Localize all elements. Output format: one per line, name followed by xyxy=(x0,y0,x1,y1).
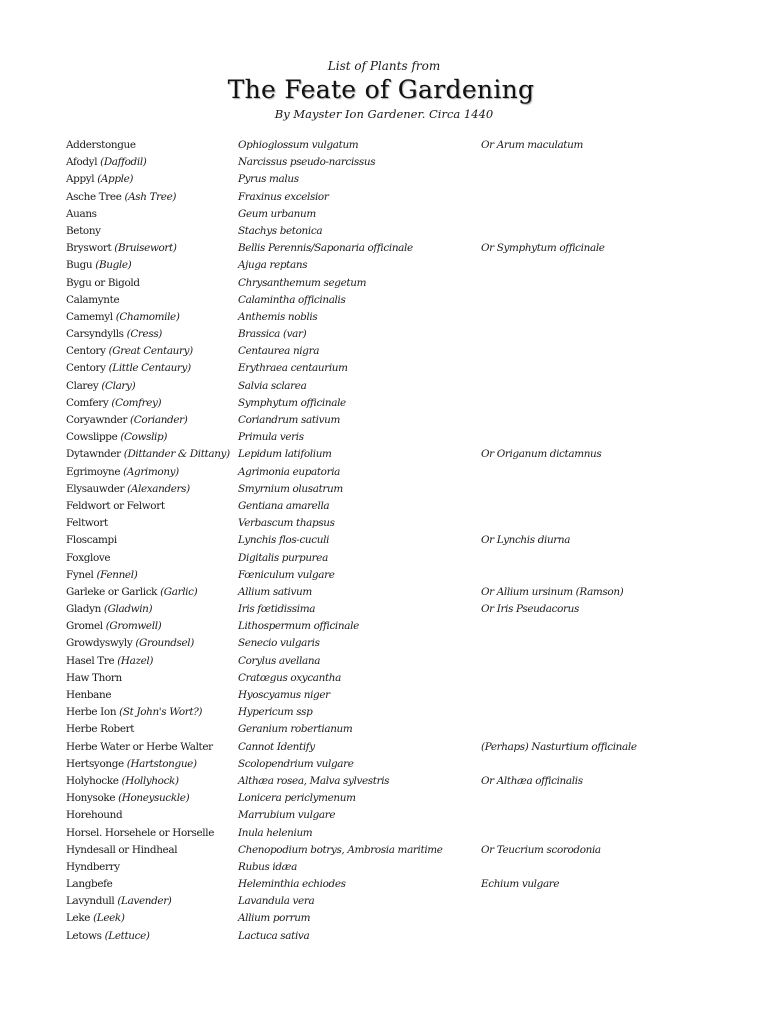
plant-name-cell xyxy=(66,739,213,756)
plant-english-name: (Coriander) xyxy=(130,414,188,426)
plant-english-name: (Hollyhock) xyxy=(121,774,179,787)
plant-latin-name: Inula helenium xyxy=(238,826,313,839)
plant-name-cell xyxy=(66,721,134,738)
plant-medieval-name: Dytawnder xyxy=(66,448,121,461)
plant-english-name: (Gladwin) xyxy=(103,603,153,616)
plant-row xyxy=(66,550,756,567)
plant-medieval-name: Hasel Tre xyxy=(66,654,115,667)
plant-row xyxy=(66,721,756,738)
plant-name-cell xyxy=(66,653,153,670)
plant-row xyxy=(66,807,756,824)
plant-list xyxy=(66,137,756,945)
plant-medieval-name: Cowslippe xyxy=(66,431,118,444)
plant-medieval-name: Egrimoyne xyxy=(66,465,121,478)
plant-row xyxy=(66,326,756,343)
plant-latin-name: Verbascum thapsus xyxy=(238,517,335,530)
plant-medieval-name: Appyl xyxy=(66,173,95,186)
plant-name-cell xyxy=(66,515,108,532)
plant-alternate-identification: Or Symphytum officinale xyxy=(481,242,605,255)
plant-name-cell xyxy=(66,859,120,876)
plant-latin-name: Digitalis purpurea xyxy=(238,551,328,564)
plant-row xyxy=(66,790,756,807)
plant-latin-name: Lonicera periclymenum xyxy=(238,792,356,805)
plant-medieval-name: Horsel. Horsehele or Horselle xyxy=(66,826,215,839)
plant-row xyxy=(66,618,756,635)
plant-latin-name: Senecio vulgaris xyxy=(238,637,320,650)
plant-medieval-name: Centory xyxy=(66,362,106,375)
plant-name-cell xyxy=(66,635,194,652)
plant-name-cell xyxy=(66,343,193,360)
plant-latin-name: Scolopendrium vulgare xyxy=(238,757,354,770)
plant-latin-name: Lithospermum officinale xyxy=(238,620,359,633)
plant-medieval-name: Centory xyxy=(66,345,106,358)
plant-medieval-name: Holyhocke xyxy=(66,774,119,787)
plant-latin-name: Brassica (var) xyxy=(238,328,307,341)
plant-medieval-name: Fynel xyxy=(66,568,94,581)
plant-name-cell xyxy=(66,360,191,377)
plant-medieval-name: Asche Tree xyxy=(66,190,122,203)
plant-row xyxy=(66,412,756,429)
plant-latin-name: Allium porrum xyxy=(238,912,311,925)
plant-name-cell xyxy=(66,567,137,584)
plant-latin-name: Narcissus pseudo-narcissus xyxy=(238,156,376,169)
plant-medieval-name: Horehound xyxy=(66,809,123,822)
plant-name-cell xyxy=(66,137,136,154)
plant-name-cell xyxy=(66,240,177,257)
plant-medieval-name: Bryswort xyxy=(66,242,112,255)
plant-medieval-name: Coryawnder xyxy=(66,414,128,426)
plant-medieval-name: Herbe Robert xyxy=(66,723,135,736)
plant-latin-name: Geranium robertianum xyxy=(238,723,353,736)
plant-row xyxy=(66,498,756,515)
plant-name-cell xyxy=(66,876,112,893)
plant-medieval-name: Leke xyxy=(66,912,91,925)
plant-row xyxy=(66,670,756,687)
plant-latin-name: Salvia sclarea xyxy=(238,379,307,392)
plant-name-cell xyxy=(66,601,152,618)
plant-latin-name: Ajuga reptans xyxy=(238,259,308,272)
plant-name-cell xyxy=(66,275,140,292)
plant-medieval-name: Comfery xyxy=(66,396,109,409)
plant-name-cell xyxy=(66,928,150,945)
plant-english-name: (Chamomile) xyxy=(115,310,180,323)
plant-medieval-name: Langbefe xyxy=(66,878,113,891)
plant-english-name: (Fennel) xyxy=(96,568,138,581)
plant-english-name: (Honeysuckle) xyxy=(118,792,190,805)
plant-latin-name: Calamintha officinalis xyxy=(238,293,346,306)
plant-row xyxy=(66,928,756,945)
plant-name-cell xyxy=(66,429,167,446)
plant-latin-name: Pyrus malus xyxy=(238,173,299,186)
plant-name-cell xyxy=(66,687,111,704)
plant-latin-name: Centaurea nigra xyxy=(238,345,320,358)
plant-medieval-name: Hyndesall or Hindheal xyxy=(66,843,178,856)
plant-latin-name: Hypericum ssp xyxy=(238,706,313,719)
plant-name-cell xyxy=(66,893,172,910)
plant-medieval-name: Gromel xyxy=(66,620,103,633)
plant-english-name: (Daffodil) xyxy=(100,156,147,169)
plant-name-cell xyxy=(66,206,97,223)
plant-row xyxy=(66,154,756,171)
plant-row xyxy=(66,893,756,910)
plant-english-name: (Lavender) xyxy=(117,895,172,908)
plant-latin-name: Bellis Perennis/Saponaria officinale xyxy=(238,242,413,255)
plant-medieval-name: Carsyndylls xyxy=(66,328,124,341)
plant-english-name: (Leek) xyxy=(93,912,125,925)
plant-row xyxy=(66,653,756,670)
plant-name-cell xyxy=(66,704,202,721)
plant-medieval-name: Herbe Water or Herbe Walter xyxy=(66,740,213,753)
plant-medieval-name: Bygu or Bigold xyxy=(66,276,140,289)
plant-name-cell xyxy=(66,550,110,567)
plant-alternate-identification: (Perhaps) Nasturtium officinale xyxy=(481,740,637,753)
plant-row xyxy=(66,584,756,601)
plant-english-name: (Alexanders) xyxy=(127,482,190,495)
plant-medieval-name: Honysoke xyxy=(66,792,116,805)
plant-english-name: (Gromwell) xyxy=(105,620,162,633)
plant-medieval-name: Garleke or Garlick xyxy=(66,585,158,598)
plant-alternate-identification: Or Arum maculatum xyxy=(481,139,583,151)
plant-name-cell xyxy=(66,464,179,481)
plant-name-cell xyxy=(66,618,161,635)
plant-latin-name: Symphytum officinale xyxy=(238,396,346,409)
plant-english-name: (Comfrey) xyxy=(111,396,162,409)
plant-english-name: (Great Centaury) xyxy=(108,345,193,358)
plant-english-name: (Garlic) xyxy=(160,585,198,598)
plant-row xyxy=(66,429,756,446)
plant-latin-name: Lavandula vera xyxy=(238,895,315,908)
plant-english-name: (St John's Wort?) xyxy=(119,706,203,719)
plant-row xyxy=(66,378,756,395)
plant-latin-name: Cratœgus oxycantha xyxy=(238,671,341,684)
plant-english-name: (Groundsel) xyxy=(135,637,194,650)
plant-row xyxy=(66,481,756,498)
plant-name-cell xyxy=(66,481,190,498)
plant-medieval-name: Calamynte xyxy=(66,293,120,306)
plant-latin-name: Rubus idæa xyxy=(238,860,297,873)
plant-alternate-identification: Or Teucrium scorodonia xyxy=(481,843,601,856)
plant-row xyxy=(66,343,756,360)
plant-latin-name: Lepidum latifolium xyxy=(238,448,332,461)
plant-name-cell xyxy=(66,189,176,206)
plant-medieval-name: Bugu xyxy=(66,259,93,272)
plant-medieval-name: Growdyswyly xyxy=(66,637,133,650)
plant-medieval-name: Feldwort or Felwort xyxy=(66,499,165,512)
plant-medieval-name: Herbe Ion xyxy=(66,706,117,719)
plant-english-name: (Little Centaury) xyxy=(108,362,191,375)
plant-latin-name: Gentiana amarella xyxy=(238,499,330,512)
plant-latin-name: Fraxinus excelsior xyxy=(238,190,329,203)
plant-medieval-name: Afodyl xyxy=(66,156,98,169)
plant-latin-name: Chrysanthemum segetum xyxy=(238,276,367,289)
plant-row xyxy=(66,137,756,154)
plant-medieval-name: Adderstongue xyxy=(66,139,136,151)
plant-row xyxy=(66,257,756,274)
plant-row xyxy=(66,567,756,584)
plant-row xyxy=(66,395,756,412)
byline: By Mayster Ion Gardener. Circa 1440 xyxy=(274,107,494,121)
plant-latin-name: Lynchis flos-cuculi xyxy=(238,534,330,547)
plant-row xyxy=(66,206,756,223)
plant-latin-name: Coriandrum sativum xyxy=(238,414,340,426)
plant-alternate-identification: Or Origanum dictamnus xyxy=(481,448,602,461)
plant-row xyxy=(66,704,756,721)
plant-name-cell xyxy=(66,257,131,274)
plant-english-name: (Dittander & Dittany) xyxy=(123,448,230,461)
plant-medieval-name: Letows xyxy=(66,929,102,942)
plant-medieval-name: Gladyn xyxy=(66,603,101,616)
plant-row xyxy=(66,532,756,549)
plant-row xyxy=(66,635,756,652)
plant-latin-name: Ophioglossum vulgatum xyxy=(238,139,359,151)
plant-row xyxy=(66,515,756,532)
plant-row xyxy=(66,756,756,773)
plant-row xyxy=(66,687,756,704)
plant-name-cell xyxy=(66,446,230,463)
plant-row xyxy=(66,309,756,326)
plant-latin-name: Iris fœtidissima xyxy=(238,603,316,616)
plant-latin-name: Althæa rosea, Malva sylvestris xyxy=(238,774,390,787)
plant-row xyxy=(66,601,756,618)
plant-english-name: (Cowslip) xyxy=(120,431,168,444)
plant-latin-name: Lactuca sativa xyxy=(238,929,310,942)
plant-row xyxy=(66,825,756,842)
plant-latin-name: Chenopodium botrys, Ambrosia maritime xyxy=(238,843,443,856)
plant-english-name: (Bruisewort) xyxy=(114,242,177,255)
plant-medieval-name: Betony xyxy=(66,224,101,237)
plant-english-name: (Cress) xyxy=(126,328,163,341)
plant-alternate-identification: Or Lynchis diurna xyxy=(481,534,571,547)
plant-name-cell xyxy=(66,807,122,824)
plant-latin-name: Primula veris xyxy=(238,431,304,444)
plant-medieval-name: Lavyndull xyxy=(66,895,115,908)
plant-medieval-name: Elysauwder xyxy=(66,482,125,495)
plant-latin-name: Heleminthia echiodes xyxy=(238,878,346,891)
plant-alternate-identification: Echium vulgare xyxy=(481,878,560,891)
plant-latin-name: Fœniculum vulgare xyxy=(238,568,335,581)
plant-row xyxy=(66,464,756,481)
plant-alternate-identification: Or Iris Pseudacorus xyxy=(481,603,579,616)
plant-row xyxy=(66,842,756,859)
plant-latin-name: Geum urbanum xyxy=(238,207,316,220)
plant-english-name: (Hartstongue) xyxy=(126,757,197,770)
plant-alternate-identification: Or Althæa officinalis xyxy=(481,774,583,787)
plant-english-name: (Lettuce) xyxy=(104,929,150,942)
plant-medieval-name: Feltwort xyxy=(66,517,108,530)
plant-name-cell xyxy=(66,326,162,343)
document-title: The Feate of Gardening xyxy=(227,75,535,104)
plant-name-cell xyxy=(66,842,177,859)
plant-row xyxy=(66,876,756,893)
plant-name-cell xyxy=(66,532,117,549)
plant-medieval-name: Hertsyonge xyxy=(66,757,124,770)
plant-english-name: (Ash Tree) xyxy=(124,190,177,203)
plant-name-cell xyxy=(66,412,187,429)
plant-latin-name: Agrimonia eupatoria xyxy=(238,465,341,478)
plant-medieval-name: Floscampi xyxy=(66,534,117,547)
plant-name-cell xyxy=(66,395,161,412)
plant-name-cell xyxy=(66,498,165,515)
plant-row xyxy=(66,189,756,206)
plant-medieval-name: Clarey xyxy=(66,379,99,392)
plant-medieval-name: Henbane xyxy=(66,689,112,701)
plant-name-cell xyxy=(66,825,214,842)
plant-row xyxy=(66,275,756,292)
plant-name-cell xyxy=(66,223,101,240)
plant-name-cell xyxy=(66,670,122,687)
plant-english-name: (Apple) xyxy=(97,173,134,186)
plant-medieval-name: Hyndberry xyxy=(66,860,120,873)
plant-medieval-name: Auans xyxy=(66,207,97,220)
plant-name-cell xyxy=(66,154,147,171)
plant-english-name: (Hazel) xyxy=(117,654,154,667)
plant-alternate-identification: Or Allium ursinum (Ramson) xyxy=(481,585,624,598)
plant-row xyxy=(66,223,756,240)
plant-row xyxy=(66,292,756,309)
plant-name-cell xyxy=(66,378,135,395)
intro-line: List of Plants from xyxy=(327,59,441,73)
plant-english-name: (Bugle) xyxy=(95,259,132,272)
plant-name-cell xyxy=(66,773,179,790)
plant-latin-name: Stachys betonica xyxy=(238,224,323,237)
plant-row xyxy=(66,171,756,188)
plant-name-cell xyxy=(66,756,197,773)
plant-row xyxy=(66,240,756,257)
plant-row xyxy=(66,859,756,876)
plant-name-cell xyxy=(66,910,125,927)
plant-name-cell xyxy=(66,292,119,309)
plant-name-cell xyxy=(66,790,189,807)
plant-english-name: (Clary) xyxy=(101,379,136,392)
plant-row xyxy=(66,360,756,377)
plant-row xyxy=(66,910,756,927)
plant-latin-name: Cannot Identify xyxy=(238,740,315,753)
plant-name-cell xyxy=(66,584,197,601)
plant-latin-name: Erythraea centaurium xyxy=(238,362,348,375)
plant-name-cell xyxy=(66,171,133,188)
plant-latin-name: Anthemis noblis xyxy=(238,310,318,323)
plant-medieval-name: Foxglove xyxy=(66,551,111,564)
plant-row xyxy=(66,739,756,756)
plant-latin-name: Marrubium vulgare xyxy=(238,809,336,822)
plant-english-name: (Agrimony) xyxy=(123,465,179,478)
plant-row xyxy=(66,446,756,463)
plant-latin-name: Allium sativum xyxy=(238,585,312,598)
plant-latin-name: Corylus avellana xyxy=(238,654,321,667)
plant-medieval-name: Haw Thorn xyxy=(66,671,122,684)
plant-row xyxy=(66,773,756,790)
plant-latin-name: Smyrnium olusatrum xyxy=(238,482,343,495)
plant-medieval-name: Camemyl xyxy=(66,310,113,323)
plant-latin-name: Hyoscyamus niger xyxy=(238,689,330,701)
plant-name-cell xyxy=(66,309,180,326)
